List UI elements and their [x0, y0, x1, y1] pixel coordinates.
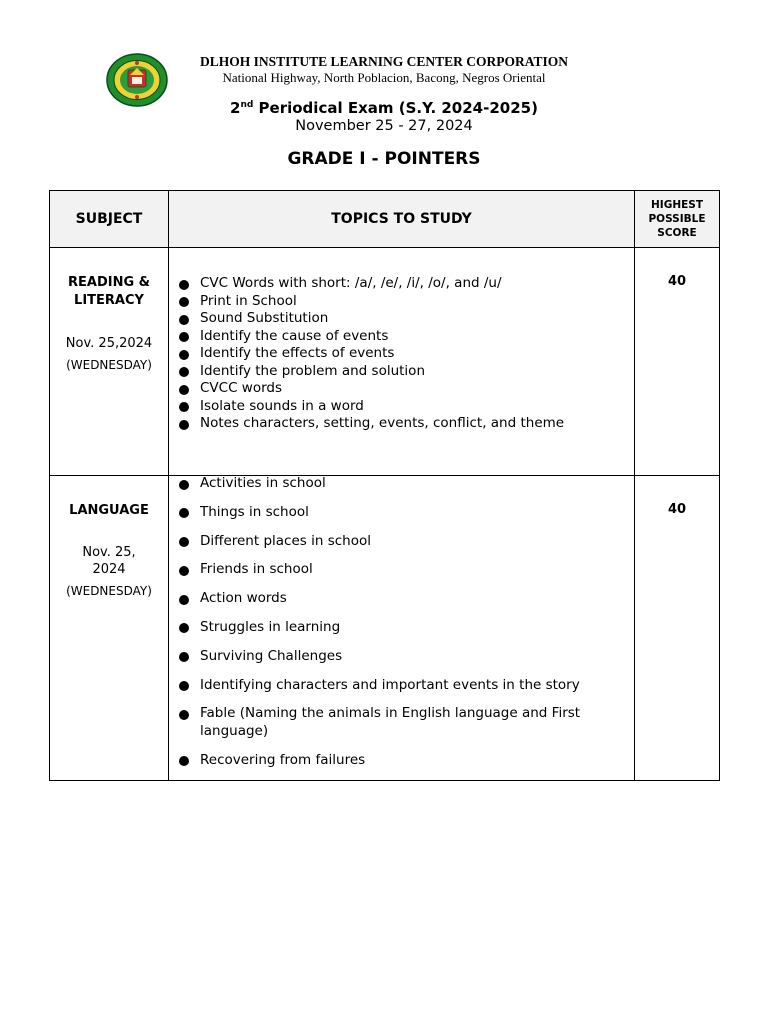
score-header — [635, 191, 720, 248]
grade-title: GRADE I - POINTERS — [287, 149, 481, 169]
bullet-icon — [179, 681, 189, 691]
list-item — [169, 533, 634, 551]
bullet-icon — [179, 595, 189, 605]
bullet-icon — [179, 537, 189, 547]
topic-text: Identify the effects of events — [200, 345, 395, 361]
list-item — [169, 677, 634, 695]
topic-text: Struggles in learning — [200, 618, 341, 635]
bullet-icon — [179, 332, 189, 342]
list-item — [169, 705, 634, 740]
subject-name: LANGUAGE — [69, 503, 149, 518]
school-name: DLHOH INSTITUTE LEARNING CENTER CORPORATION — [199, 54, 569, 69]
score-cell — [635, 248, 720, 476]
topic-text: Recovering from failures — [200, 751, 366, 768]
bullet-icon — [179, 385, 189, 395]
score-value: 40 — [667, 502, 687, 517]
subject-cell — [50, 476, 169, 781]
topic-text: Different places in school — [200, 532, 371, 549]
table-header-row — [50, 191, 720, 248]
topic-text: Fable (Naming the animals in English language and First language) — [200, 705, 581, 739]
subject-name: READING & LITERACY — [68, 275, 150, 308]
topic-text: Action words — [200, 590, 287, 607]
topic-text: Identify the cause of events — [200, 327, 389, 344]
topics-cell — [169, 476, 635, 781]
subject-cell — [50, 248, 169, 476]
bullet-icon — [179, 756, 189, 766]
list-item — [169, 504, 634, 522]
list-item — [169, 310, 634, 328]
list-item — [169, 475, 634, 493]
bullet-icon — [179, 420, 189, 430]
bullet-icon — [179, 480, 189, 490]
score-header-line: SCORE — [657, 227, 697, 239]
exam-dates: November 25 - 27, 2024 — [295, 118, 473, 134]
topic-text: Surviving Challenges — [200, 647, 343, 664]
topic-text: Friends in school — [200, 561, 313, 578]
exam-ordinal-suffix: nd — [240, 100, 254, 110]
list-item — [169, 363, 634, 381]
list-item — [169, 752, 634, 770]
bullet-icon — [179, 652, 189, 662]
topics-list — [169, 275, 634, 433]
score-header-line: HIGHEST — [651, 199, 703, 211]
bullet-icon — [179, 402, 189, 412]
exam-title — [0, 99, 768, 117]
list-item — [169, 398, 634, 416]
exam-day: (WEDNESDAY) — [66, 584, 152, 598]
topic-text: Notes characters, setting, events, conflict, and theme — [200, 415, 565, 431]
exam-title-text: Periodical Exam (S.Y. 2024-2025) — [253, 99, 538, 117]
table-row-reading — [50, 248, 720, 476]
topic-text: Identify the problem and solution — [200, 362, 425, 379]
topic-text: Print in School — [200, 292, 297, 309]
score-header-line: POSSIBLE — [648, 213, 706, 225]
bullet-icon — [179, 315, 189, 325]
topics-header: TOPICS TO STUDY — [169, 191, 635, 248]
subject-header: SUBJECT — [50, 191, 169, 248]
bullet-icon — [179, 350, 189, 360]
bullet-icon — [179, 280, 189, 290]
topic-text: Things in school — [200, 503, 309, 520]
topic-text: Isolate sounds in a word — [200, 397, 364, 414]
bullet-icon — [179, 566, 189, 576]
topic-text: CVCC words — [200, 380, 283, 396]
topic-text: Activities in school — [200, 475, 326, 491]
list-item — [169, 619, 634, 637]
exam-ordinal: 2 — [230, 99, 241, 117]
pointers-table — [49, 190, 720, 781]
bullet-icon — [179, 710, 189, 720]
score-cell — [635, 476, 720, 781]
bullet-icon — [179, 623, 189, 633]
list-item — [169, 380, 634, 398]
list-item — [169, 293, 634, 311]
list-item — [169, 648, 634, 666]
list-item — [169, 415, 634, 433]
school-address: National Highway, North Poblacion, Bacong, Negros Oriental — [222, 70, 546, 85]
table-row-language — [50, 476, 720, 781]
topic-text: CVC Words with short: /a/, /e/, /i/, /o/, and /u/ — [200, 275, 502, 291]
score-value: 40 — [667, 274, 687, 289]
topic-text: Sound Substitution — [200, 310, 329, 326]
list-item — [169, 561, 634, 579]
topics-list — [169, 475, 634, 769]
bullet-icon — [179, 297, 189, 307]
bullet-icon — [179, 367, 189, 377]
list-item — [169, 590, 634, 608]
exam-day: (WEDNESDAY) — [66, 358, 152, 372]
list-item — [169, 345, 634, 363]
bullet-icon — [179, 508, 189, 518]
exam-date: Nov. 25, 2024 — [82, 545, 136, 577]
list-item — [169, 328, 634, 346]
exam-date: Nov. 25,2024 — [65, 336, 153, 351]
list-item — [169, 275, 634, 293]
topics-cell — [169, 248, 635, 476]
topic-text: Identifying characters and important events in the story — [200, 676, 580, 693]
